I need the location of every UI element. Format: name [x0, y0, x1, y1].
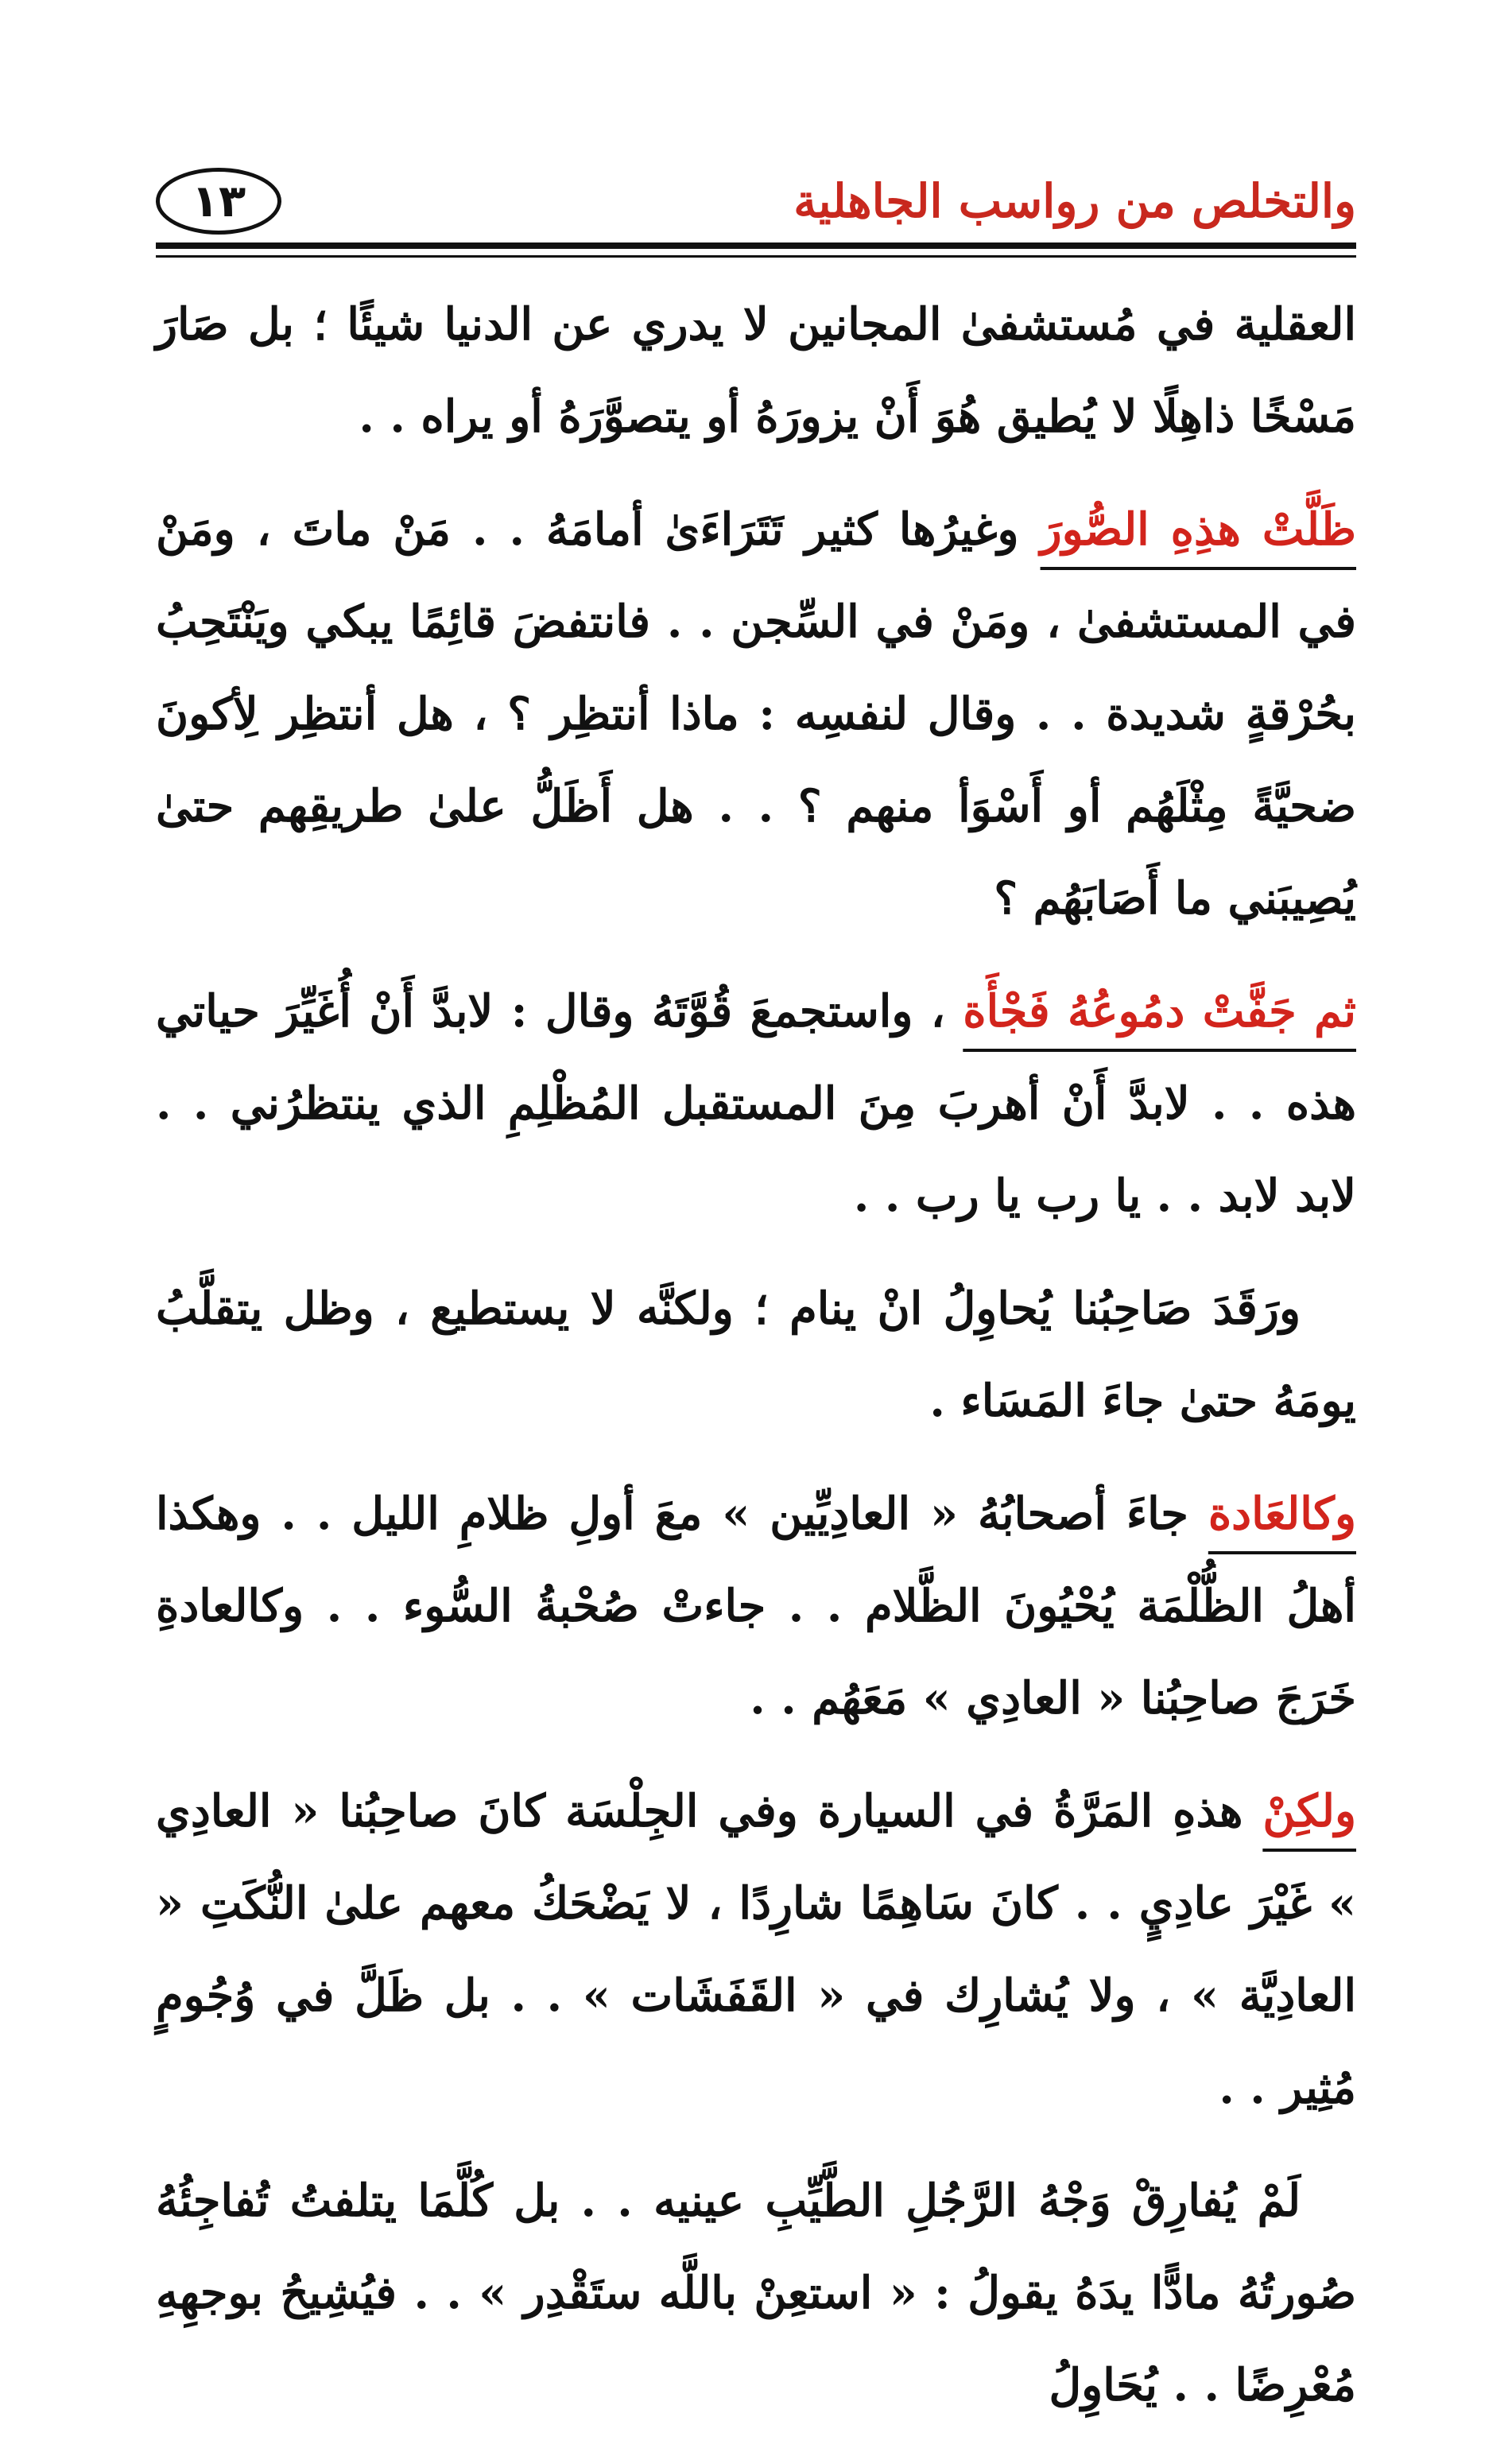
paragraph-lead-phrase: وكالعَادة [1208, 1488, 1356, 1540]
header-rule-thin [156, 255, 1356, 258]
paragraph [156, 483, 1356, 945]
paragraph [156, 1263, 1356, 1447]
page-number-badge: ١٣ [156, 168, 281, 235]
paragraph [156, 1468, 1356, 1744]
paragraph [156, 278, 1356, 463]
paragraph-text: لَمْ يُفارِقْ وَجْهُ الرَّجُلِ الطَّيِّبِ عينيه . . بل كُلَّمَا يتلفتُ تُفاجِئُهُ صُورتُهُ مادًّا يدَهُ يقولُ : « استعِنْ باللَّه ستَقْدِر » . . فيُشِيحُ بوجهِهِ مُعْرِضًا . . يُحَاوِلُ [156, 2175, 1356, 2411]
paragraph [156, 965, 1356, 1242]
paragraph-text: هذهِ المَرَّةُ في السيارة وفي الجِلْسَة كانَ صاحِبُنا « العادِي » غَيْرَ عادِيٍ . . كانَ سَاهِمًا شارِدًا ، لا يَضْحَكُ معهم علىٰ النُّكَتِ « العادِيَّة » ، ولا يُشارِك في « القَفَشَات » . . بل ظَلَّ في وُجُومٍ مُثِير . . [156, 1785, 1356, 2114]
paragraph-lead-phrase: ولكِنْ [1262, 1785, 1356, 1837]
paragraph [156, 1765, 1356, 2134]
paragraph-text: ورَقَدَ صَاحِبُنا يُحاوِلُ انْ ينام ؛ ولكنَّه لا يستطيع ، وظل يتقلَّبُ يومَهُ حتىٰ جاءَ المَسَاء . [156, 1282, 1356, 1427]
paragraph-lead-phrase: ظَلَّتْ هذِهِ الصُّورَ [1040, 503, 1357, 556]
paragraph-text: ، واستجمعَ قُوَّتَهُ وقال : لابدَّ أَنْ أُغَيِّرَ حياتي هذه . . لابدَّ أَنْ أهربَ مِنَ المستقبل المُظْلِمِ الذي ينتظرُني . . لابد لابد . . يا رب يا رب . . [156, 985, 1356, 1222]
running-title: والتخلص من رواسب الجاهلية [793, 174, 1356, 228]
paragraph [156, 2155, 1356, 2431]
paragraph-text: العقلية في مُستشفىٰ المجانين لا يدري عن الدنيا شيئًا ؛ بل صَارَ مَسْخًا ذاهِلًا لا يُطيق هُوَ أَنْ يزورَهُ أو يتصوَّرَهُ أو يراه . . [156, 298, 1356, 443]
paragraph-text: جاءَ أصحابُهُ « العادِيِّين » معَ أولِ ظلامِ الليل . . وهكذا أهلُ الظُّلْمَة يُحْيُونَ الظَّلام . . جاءتْ صُحْبةُ السُّوء . . وكالعادةِ خَرَجَ صاحِبُنا « العادِي » مَعَهُم . . [156, 1488, 1356, 1725]
header-rule-thick [156, 242, 1356, 249]
paragraph-text: وغيرُها كثير تَتَرَاءَىٰ أمامَهُ . . مَنْ ماتَ ، ومَنْ في المستشفىٰ ، ومَنْ في السِّجن . . فانتفضَ قائِمًا يبكي ويَنْتَحِبُ بحُرْقةٍ شديدة . . وقال لنفسِه : ماذا أنتظِر ؟ ، هل أنتظِر لِأكونَ ضحيَّةً مِثْلَهُم أو أَسْوَأ منهم ؟ . . هل أَظَلُّ علىٰ طريقِهم حتىٰ يُصِيبَني ما أَصَابَهُم ؟ [156, 503, 1356, 925]
page-header [156, 163, 1356, 250]
page-body [156, 278, 1356, 2452]
paragraph-lead-phrase: ثم جَفَّتْ دمُوعُهُ فَجْأَة [963, 985, 1356, 1038]
